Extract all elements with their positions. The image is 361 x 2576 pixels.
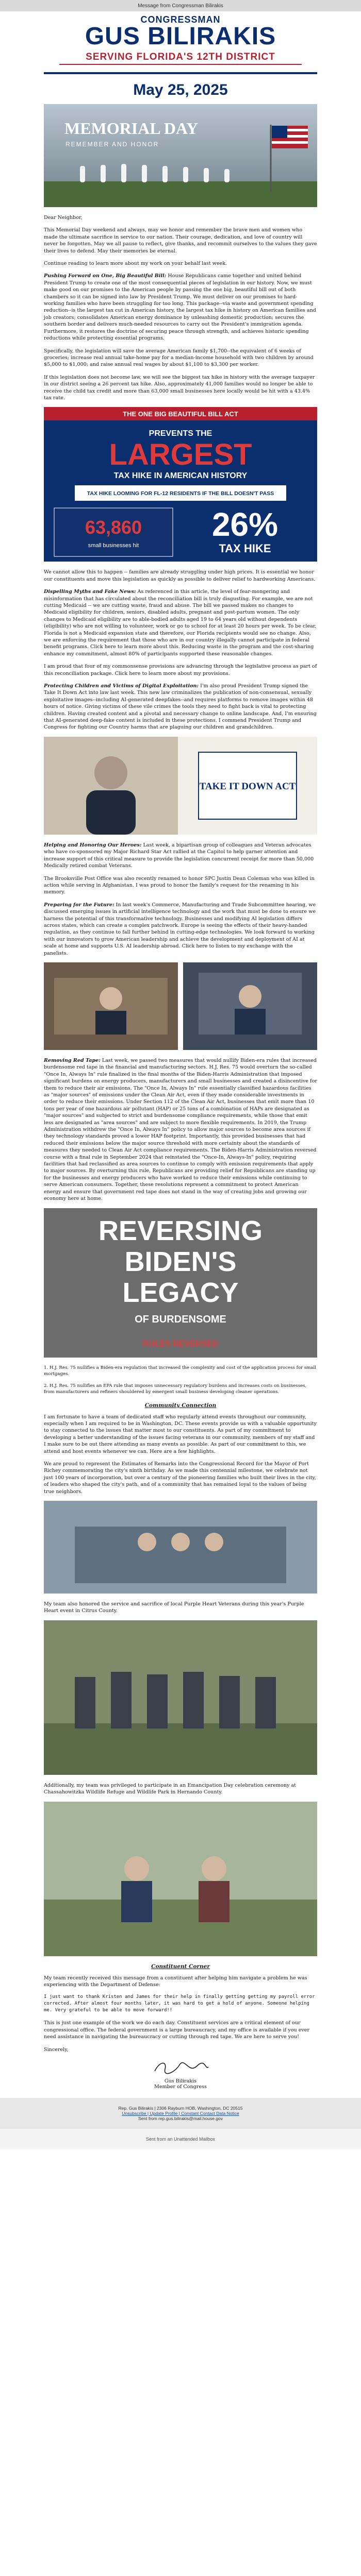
masthead-line1: CONGRESSMAN xyxy=(140,14,221,25)
continue-text: Continue reading to learn more about my work on your behalf last week. xyxy=(44,261,227,267)
provisions-paragraph: I am proud that four of my commonsense provisions are advancing through the legislative process as part of this reconciliation package. Click here to learn more about my provisions. xyxy=(44,664,317,676)
savings-paragraph: Specifically, the legislation will save the average American family $1,700--the equivalent of 6 weeks of groceries; increase real annual take-home pay for a median-income household with two children by around $5,000 to $1,000; and raise annual real wages by about $1,100 to $3,300 per worker. xyxy=(44,348,314,368)
memorial-day-graphic xyxy=(44,104,317,207)
intro-paragraph: This Memorial Day weekend and always, may we honor and remember the brave men and women who made the ultimate sacrifice in service to our nation. Their courage, dedication, and love of country will never be forgotten. May we all pause to reflect, give thanks, and recommit ourselves to the values they gave their lives to defend. May their memories be eternal. xyxy=(44,227,317,254)
memorial-day-image xyxy=(44,104,317,207)
taxhike-number: 63,860 xyxy=(85,517,142,538)
red-tape-paragraph xyxy=(44,1057,317,1202)
community-p2: We are proud to represent the Estimates of Remarks into the Congressional Record for the Mayor of Port Richey commemorating the city's ninth birthday. As we made this centennial milestone, we celebrate not just 100 years of incorporation, but over a century of the pioneering families who built their lives in the city, of leaders who shaped the city's path, and of a community that has remained loyal to the values of being true neighbors. xyxy=(44,1461,316,1495)
legacy-line2: BIDEN'S xyxy=(124,1246,237,1277)
hearing-photo-2 xyxy=(183,962,317,1050)
heroes-body: Last week, a bipartisan group of colleagues and Veteran advocates who have co-sponsored my Major Richard Star Act rallied at the Capitol to help garner attention and increase support of this critical measure to provide the legislation concurrent receipt for more than 50,000 Medically retired combat Veterans. xyxy=(44,842,314,869)
legacy-line4: OF BURDENSOME xyxy=(135,1313,226,1325)
memorial-title: MEMORIAL DAY xyxy=(64,119,199,138)
community-p1: I am fortunate to have a team of dedicated staff who regularly attend events throughout our community, especially when I am required to be in Washington, DC. These events provide us with a valuable opportunity to stay connected to the issues that matter most to our constituents. As part of my commitment to developing a better understanding of the issues facing veterans in our community, members of my staff and I make sure to be out there attending as many events as possible. As part of our commitment to this, we attend and host events whenever we can. Here are a few highlights. xyxy=(44,1414,317,1454)
footer-links[interactable]: Unsubscribe | Update Profile | Constant Contact Data Notice xyxy=(122,2111,239,2116)
heroes-heading: Helping and Honoring Our Heroes: xyxy=(44,842,142,848)
legacy-line3: LEGACY xyxy=(122,1277,239,1308)
memorial-subtitle: REMEMBER AND HONOR xyxy=(65,141,159,148)
preheader-text: Message from Congressman Bilirakis xyxy=(138,3,223,9)
future-heading: Preparing for the Future: xyxy=(44,902,114,908)
children-heading: Protecting Children and Victims of Digital Exploitation: xyxy=(44,683,199,689)
signature-title: Member of Congress xyxy=(154,2084,207,2090)
community-photo-graphic-3 xyxy=(44,1802,317,1956)
tax-hike-paragraph: If this legislation does not become law, we will see the biggest tax hike in history with the average taxpayer in our district seeing a 26 percent tax hike. Also, approximately 41,000 families would no longer be able to receive the child tax credit and more than 63,000 small businesses here locally would be hit with a 43.4% tax rate. xyxy=(44,374,315,401)
signature-block xyxy=(44,2059,317,2090)
hearing-photo-1 xyxy=(44,962,178,1050)
taxhike-number-label: small businesses hit xyxy=(88,543,139,549)
community-photo-graphic-2 xyxy=(44,1620,317,1775)
footer xyxy=(0,2098,361,2129)
constituent-corner-body: My team recently received this message from a constituent after helping him navigate a problem he was experiencing with the Department of Defense: xyxy=(44,1975,307,1988)
tax-hike-image xyxy=(44,407,317,562)
take-it-down-image xyxy=(44,737,317,835)
red-tape-heading: Removing Red Tape: xyxy=(44,1057,101,1063)
myths-heading: Dispelling Myths and Fake News: xyxy=(44,589,136,595)
constituent-quote: I just want to thank Kristen and James for their help in finally getting getting my payroll error corrected. After almost four months later, it was hard to get a hold of anyone. Someone helping me. Very grateful to be able to move forward!! xyxy=(44,1994,315,2013)
community-photo-3 xyxy=(44,1802,317,1956)
reversing-legacy-image xyxy=(44,1208,317,1358)
taxhike-box: TAX HIKE LOOMING FOR FL-12 RESIDENTS IF THE BILL DOESN'T PASS xyxy=(87,490,274,497)
community-p3: My team also honored the service and sacrifice of local Purple Heart Veterans during this year's Purple Heart event in Citrus County. xyxy=(44,1601,304,1614)
community-p4: Additionally, my team was privileged to participate in an Emancipation Day celebration ceremony at Chassahowitzka Wildlife Refuge and Wildlife Park in Hernando County. xyxy=(44,1782,297,1795)
heroes-paragraph xyxy=(44,842,317,870)
myths-paragraph xyxy=(44,588,317,657)
bill-paragraph xyxy=(44,273,317,342)
children-paragraph xyxy=(44,683,317,731)
signature-image xyxy=(150,2059,211,2076)
taxhike-prevents: PREVENTS THE xyxy=(149,429,212,438)
legacy-line1: REVERSING xyxy=(98,1215,263,1246)
cannot-allow-paragraph: We cannot allow this to happen -- families are already struggling under high prices. It is essential we honor our constituents and move this legislation as quickly as possible to deliver relief to hardworking Americans. xyxy=(44,569,316,582)
future-paragraph xyxy=(44,902,317,957)
masthead xyxy=(44,11,317,74)
footer-address: Rep. Gus Bilirakis | 2306 Rayburn HOB, Washington, DC 20515 xyxy=(118,2106,243,2111)
greeting: Dear Neighbor, xyxy=(44,215,83,221)
sincerely: Sincerely, xyxy=(44,2046,69,2053)
taxhike-sub: TAX HIKE IN AMERICAN HISTORY xyxy=(113,471,248,481)
signature-name: Gus Bilirakis xyxy=(164,2078,197,2084)
footnote-1: 1. H.J. Res. 75 nullifies a Biden-era regulation that increased the complexity and cost of the application process for small mortgages. xyxy=(44,1365,317,1377)
take-it-down-graphic xyxy=(44,737,317,835)
constituent-corner-heading: Constituent Corner xyxy=(151,1963,210,1970)
taxhike-pct: 26% xyxy=(211,506,278,544)
masthead-rule xyxy=(59,64,302,65)
future-body: In last week's Commerce, Manufacturing and Trade Subcommittee hearing, we discussed emerging issues in artificial intelligence technology and the work that must be done to ensure we harness the potential of this transformative technology. Businesses and modifying AI legislation differs across states, which can create a complex patchwork. Europe is seeing the effects of their heavy-handed regulation, as they continue to fall further behind in cutting-edge technologies. We look forward to working with our innovators to grow American leadership and achieve the development and deployment of AI at scale at home and supports U.S. AI leadership abroad. Click here to listen to my exchange with the panelists. xyxy=(44,902,316,956)
powered-by-text: Sent from an Unattended Mailbox xyxy=(145,2137,216,2142)
post-office-paragraph: The Brooksville Post Office was also recently renamed to honor SPC Justin Dean Coleman who was killed in action while serving in Afghanistan. I was proud to honor the family's request for the renaming in his memory. xyxy=(44,875,315,895)
footnote-2: 2. H.J. Res. 75 nullifies an EPA rule that imposes unnecessary regulatory burdens and increases costs on businesses, from manufacturers and refiners shouldered by emergent small business developing cleaner operations. xyxy=(44,1383,307,1395)
newsletter-body xyxy=(44,11,317,2090)
community-photo-graphic-1 xyxy=(44,1501,317,1594)
powered-by xyxy=(0,2129,361,2149)
taxhike-pct-label: TAX HIKE xyxy=(219,542,271,555)
community-heading: Community Connection xyxy=(144,1402,217,1409)
preheader xyxy=(0,0,361,11)
closing-paragraph: This is just one example of the work we do each day. Constituent services are a critical element of our congressional office. The federal government is a large bureaucracy, and my office is available if you ever need assistance in navigating the bureaucracy or cutting through red tape. We are here to serve you! xyxy=(44,2020,310,2040)
bill-body: House Republicans came together and united behind President Trump to create one of the most consequential pieces of legislation in our history. Now, we must make good on our promises to the American people by passing the one big, beautiful bill out of both chambers so it can be signed into law by President Trump. We must deliver on our promises to hard-working families who have been struggling for too long. This package--via waste and government spending reduction--is the largest tax cut in American history, the largest tax hike in history on American families and job creators; consolidates American energy dominance by unleashing domestic production; secures the southern border and delivers much-needed resources to carry out the President's immigration agenda. Furthermore, it restores the doctrine of securing peace through strength, and achieves historic spending reductions while protecting essential programs. xyxy=(44,273,316,342)
masthead-tagline: SERVING FLORIDA'S 12TH DISTRICT xyxy=(86,52,275,62)
legacy-line5: RULES REVERSED xyxy=(142,1339,219,1348)
masthead-name: GUS BILIRAKIS xyxy=(85,23,276,50)
children-body: I'm also proud President Trump signed the Take It Down Act into law last week. This new law criminalizes the publication of non-consensual, sexually exploitative images--including AI-generated deepfakes--and requires platforms to remove images within 48 hours of notice. Giving victims of these vile crimes the tools they need to fight back is vital to protecting children. Having created content and a pivotal and necessary change to online landscape. And, I'm ensuring that AI-generated deep-fake content is included in these protections. I commend President Trump and Congress for fighting our Country harms that are plaguing our children and grandchildren. xyxy=(44,683,317,731)
signature-text: Gus Bilirakis xyxy=(150,2059,153,2060)
reversing-legacy-graphic xyxy=(44,1208,317,1358)
red-tape-body: Last week, we passed two measures that would nullify Biden-era rules that increased burdensome red tape in the financial and manufacturing sectors. H.J. Res. 75 would overturn the so-called "Once In, Always In" rule finalized in the final months of the Biden-Harris Administration that imposed significant burdens on energy producers, manufacturers and small businesses and created a disincentive for them to reduce their air emissions. The "Once In, Always In" rule essentially classified hazardous facilities as "major sources" of emissions under the Clean Air Act, even if they made considerable investments in order to reduce their emissions. Under Section 112 of the Clean Air Act, businesses that emit more than 10 tons per year of one hazardous air pollutant (HAP) or 25 tons of a combination of HAPs are designated as "major sources" and subjected to strict and burdensome compliance requirements, while those that emit less are designated as "area sources" and are subject to more flexible requirements. In 2019, the Trump Administration withdrew the "Once In, Always In" policy to allow major sources to become area sources if they technology standards proved a lower HAP footprint. Importantly, this provided businesses that had reduced their emissions below the major source threshold with more certainty about the standards of measures they needed to Clean Air Act compliance requirements. The Biden-Harris Administration reversed course with a final rule in September 2024 that reinstated the "Once-In, Always-In" policy, requiring facilities that had reclassified as area sources to continue to comply with emission requirements that apply to major sources. By overturning this rule, Republicans are providing relief for Republicans are standing up for the businesses and energy producers who have worked to reduce their emissions while continuing to serve American consumers. Together, these resolutions represent a commitment to protect American energy and ensure that government red tape does not stand in the way of creating jobs and growing our economy here at home. xyxy=(44,1057,317,1202)
footer-sender: Sent from rep.gus.bilirakis@mail.house.gov xyxy=(138,2116,223,2122)
bill-heading: Pushing Forward on One, Big Beautiful Bill: xyxy=(44,273,167,279)
tax-hike-graphic xyxy=(44,407,317,562)
photo-row xyxy=(44,962,317,1050)
issue-date: May 25, 2025 xyxy=(133,81,228,98)
myths-body: As referenced in this article, the level of fear-mongering and misinformation that has circulated about the reconciliation bill is truly disgusting. For example, we are not cutting Medicaid -- we are cutting waste, fraud and abuse. The bill we passed makes no changes to Medicaid eligibility for children, seniors, disabled adults, pregnant and post-partum women. The only changes to Medicaid eligibility are to able-bodied adults aged 19 to 64 years old without dependents (eligibility) who are not willing to volunteer, work or go to school for at least 20 hours per week. To be clear, Florida is not a Medicaid expansion state and therefore, our Florida recipients would see no change. Also, we are enforcing the requirement that those who are in our country illegally cannot participate in federal benefit programs. Click here to learn more about this. Reducing waste in the program and the cost-sharing enhance my commitment, almost 80% of participants supported these reasonable changes. xyxy=(44,589,317,657)
taxhike-banner: THE ONE BIG BEAUTIFUL BILL ACT xyxy=(123,410,238,418)
take-it-down-text: TAKE IT DOWN ACT xyxy=(199,781,296,792)
community-photo-2 xyxy=(44,1620,317,1775)
taxhike-largest: LARGEST xyxy=(109,438,252,472)
community-photo-1 xyxy=(44,1501,317,1594)
